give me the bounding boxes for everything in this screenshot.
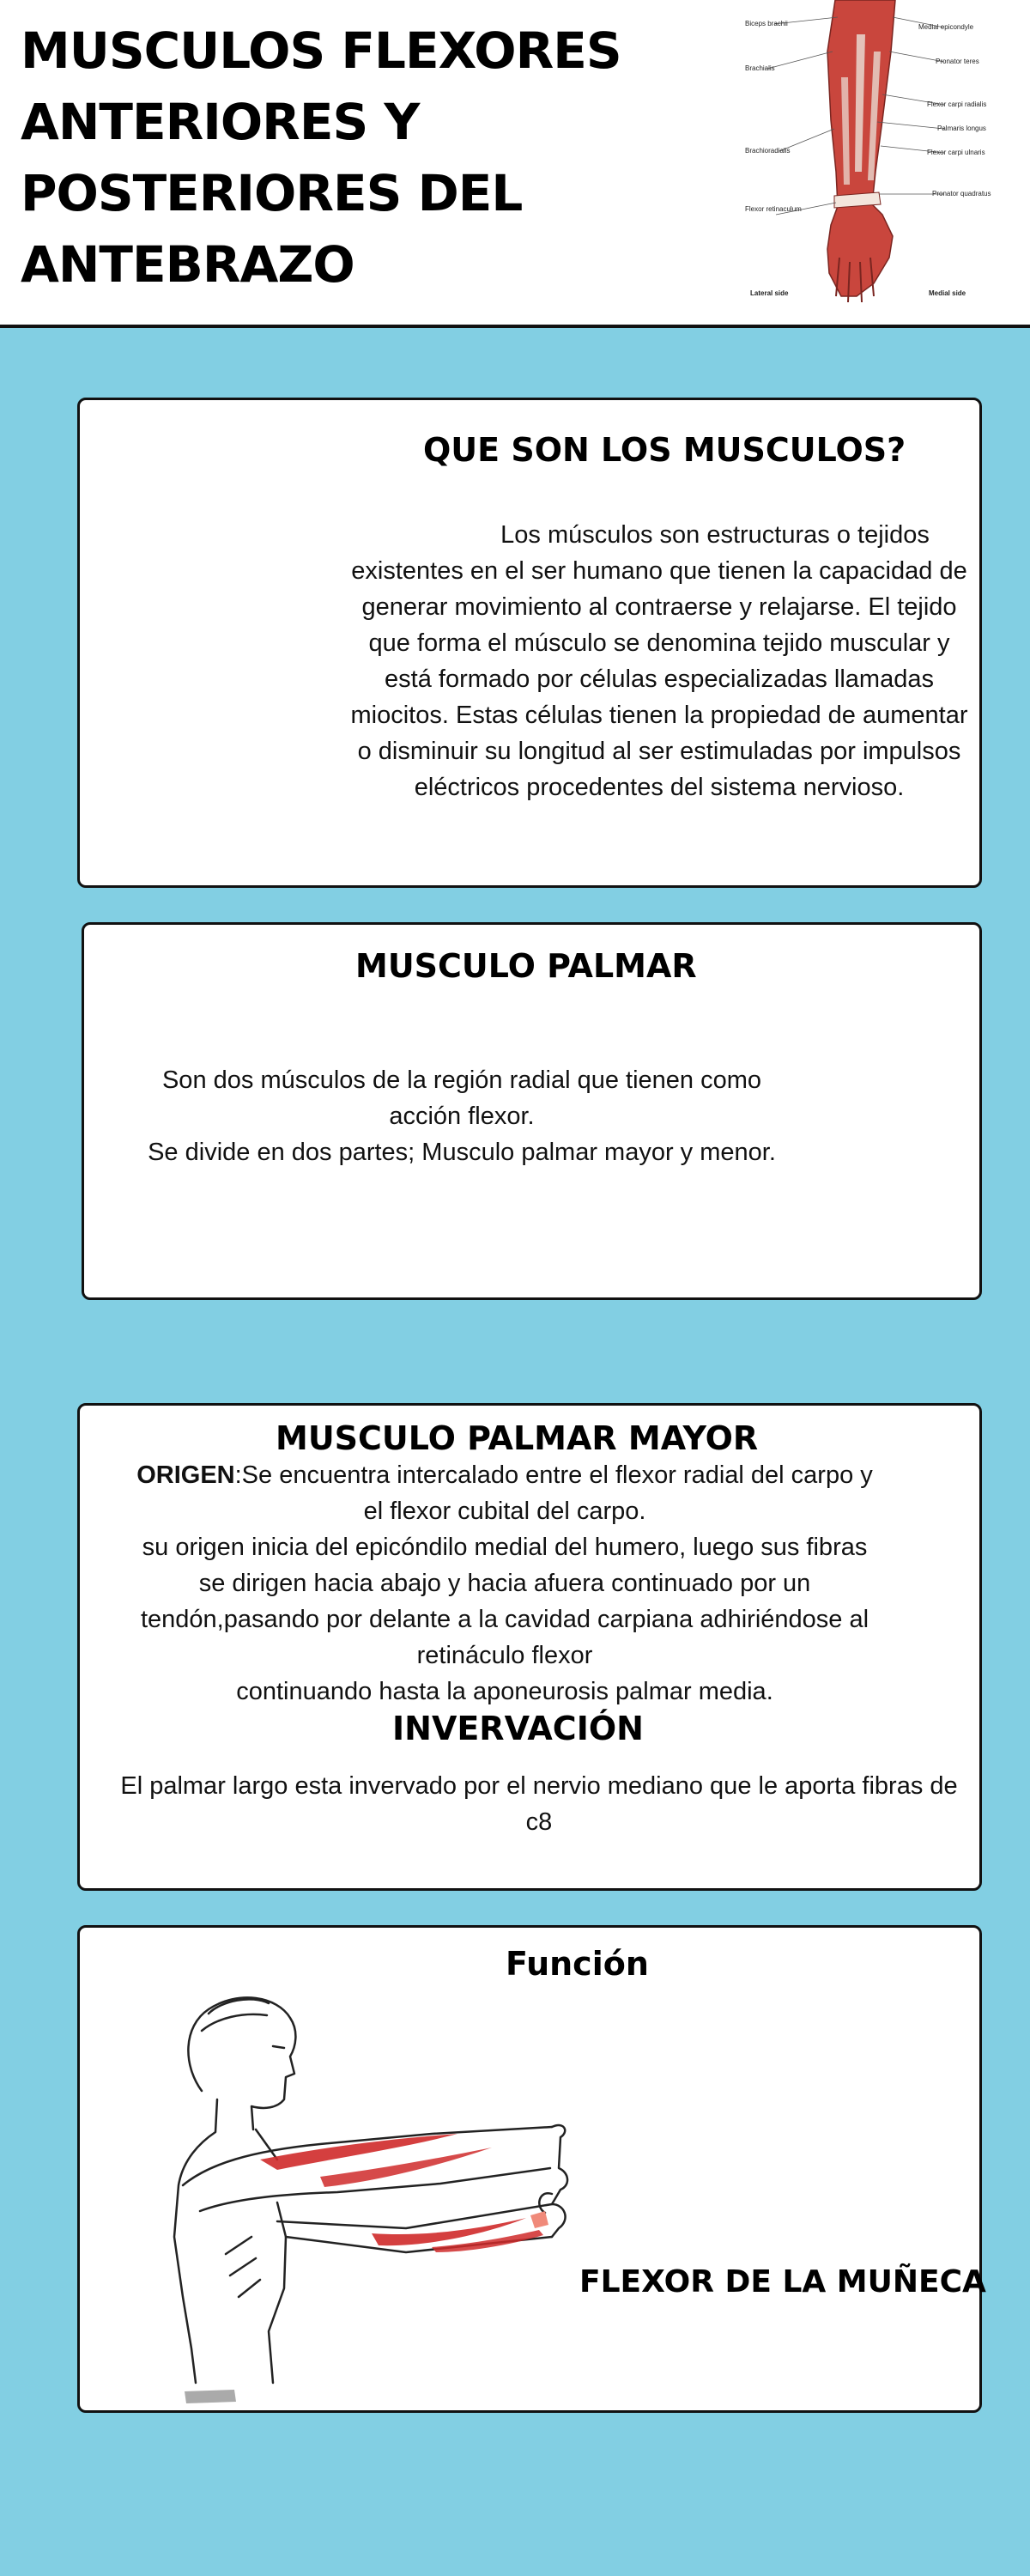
card-title-what-are-muscles: QUE SON LOS MUSCULOS? bbox=[423, 431, 906, 469]
label-pronator-quadratus: Pronator quadratus bbox=[932, 190, 991, 197]
origin-text bbox=[97, 1457, 912, 1710]
front-outline bbox=[269, 2202, 286, 2383]
hand-highlight bbox=[530, 2211, 548, 2228]
card-title-musculo-palmar-mayor: MUSCULO PALMAR MAYOR bbox=[276, 1419, 759, 1457]
back-outline bbox=[174, 2099, 217, 2383]
palmar-line: Se divide en dos partes; Musculo palmar mayor y menor. bbox=[148, 1139, 776, 1166]
second-arm-top bbox=[277, 2204, 552, 2228]
origin-line: el flexor cubital del carpo. bbox=[363, 1498, 646, 1525]
muscles-definition-text bbox=[337, 517, 981, 805]
forearm-anatomy-figure bbox=[745, 0, 991, 309]
page-title bbox=[21, 15, 639, 301]
muscles-line: miocitos. Estas células tienen la propiedad de aumentar bbox=[350, 702, 968, 729]
header bbox=[0, 0, 1030, 328]
muscles-line: está formado por células especializadas llamadas bbox=[385, 665, 934, 693]
origin-first-line bbox=[97, 1457, 912, 1493]
muscles-line: eléctricos procedentes del sistema nervioso. bbox=[414, 774, 905, 801]
label-brachialis: Brachialis bbox=[745, 64, 775, 72]
label-palmaris-longus: Palmaris longus bbox=[937, 125, 986, 132]
title-line-1: MUSCULOS FLEXORES bbox=[21, 21, 621, 80]
title-line-3: POSTERIORES DEL bbox=[21, 164, 523, 222]
wrist-flexor-stretch-drawing bbox=[148, 1979, 629, 2409]
thumb-outline bbox=[539, 2193, 552, 2213]
head-outline bbox=[188, 1997, 295, 2129]
innervation-title: INVERVACIÓN bbox=[392, 1710, 644, 1747]
forearm-anatomy-illustration bbox=[745, 0, 991, 309]
chest-line bbox=[256, 2129, 277, 2160]
origin-line: continuando hasta la aponeurosis palmar media. bbox=[236, 1678, 773, 1705]
innervation-line: El palmar largo esta invervado por el nervio mediano que le aporta fibras de bbox=[120, 1772, 958, 1800]
rib-lines bbox=[226, 2237, 260, 2297]
label-flexor-carpi-radialis: Flexor carpi radialis bbox=[927, 100, 987, 108]
card-title-musculo-palmar: MUSCULO PALMAR bbox=[355, 947, 697, 985]
title-line-4: ANTEBRAZO bbox=[21, 235, 354, 294]
label-medial-epicondyle: Medial epicondyle bbox=[918, 23, 974, 31]
muscles-line: Los músculos son estructuras o tejidos bbox=[500, 521, 930, 549]
title-line-2: ANTERIORES Y bbox=[21, 93, 420, 151]
hand-outline bbox=[552, 2125, 567, 2237]
muscles-line: generar movimiento al contraerse y relajarse. El tejido bbox=[361, 593, 957, 621]
origin-first-text: :Se encuentra intercalado entre el flexor radial del carpo y bbox=[234, 1461, 873, 1489]
waistband bbox=[185, 2390, 236, 2403]
innervation-text bbox=[97, 1768, 981, 1840]
eye-line bbox=[273, 2046, 284, 2048]
palmar-line: acción flexor. bbox=[389, 1103, 535, 1130]
label-lateral-side: Lateral side bbox=[750, 289, 789, 297]
muscles-line: existentes en el ser humano que tienen la capacidad de bbox=[351, 557, 967, 585]
card-musculo-palmar-mayor bbox=[77, 1403, 982, 1891]
card-title-funcion: Función bbox=[506, 1945, 649, 1983]
origin-line: retináculo flexor bbox=[416, 1642, 593, 1669]
label-flexor-retinaculum: Flexor retinaculum bbox=[745, 205, 802, 213]
origin-line: se dirigen hacia abajo y hacia afuera continuado por un bbox=[198, 1570, 811, 1597]
card-musculo-palmar bbox=[82, 922, 982, 1300]
origin-line: su origen inicia del epicóndilo medial del humero, luego sus fibras bbox=[142, 1534, 868, 1561]
card-what-are-muscles bbox=[77, 398, 982, 888]
label-brachioradialis: Brachioradialis bbox=[745, 147, 791, 155]
innervation-line: c8 bbox=[525, 1808, 553, 1836]
label-medial-side: Medial side bbox=[929, 289, 966, 297]
muscles-line: que forma el músculo se denomina tejido muscular y bbox=[368, 629, 950, 657]
label-pronator-teres: Pronator teres bbox=[936, 58, 979, 65]
hair-lines bbox=[202, 1999, 269, 2031]
palmar-line: Son dos músculos de la región radial que tienen como bbox=[161, 1066, 762, 1094]
palmar-description-text bbox=[136, 1062, 788, 1170]
stretch-illustration bbox=[148, 1979, 629, 2409]
label-biceps: Biceps brachii bbox=[745, 20, 788, 27]
label-flexor-carpi-ulnaris: Flexor carpi ulnaris bbox=[927, 149, 985, 156]
card-funcion bbox=[77, 1925, 986, 2413]
origin-label: ORIGEN bbox=[136, 1461, 235, 1489]
function-caption: FLEXOR DE LA MUÑECA bbox=[579, 2264, 986, 2300]
muscles-line: o disminuir su longitud al ser estimuladas por impulsos bbox=[357, 738, 961, 765]
origin-line: tendón,pasando por delante a la cavidad carpiana adhiriéndose al bbox=[140, 1606, 869, 1633]
